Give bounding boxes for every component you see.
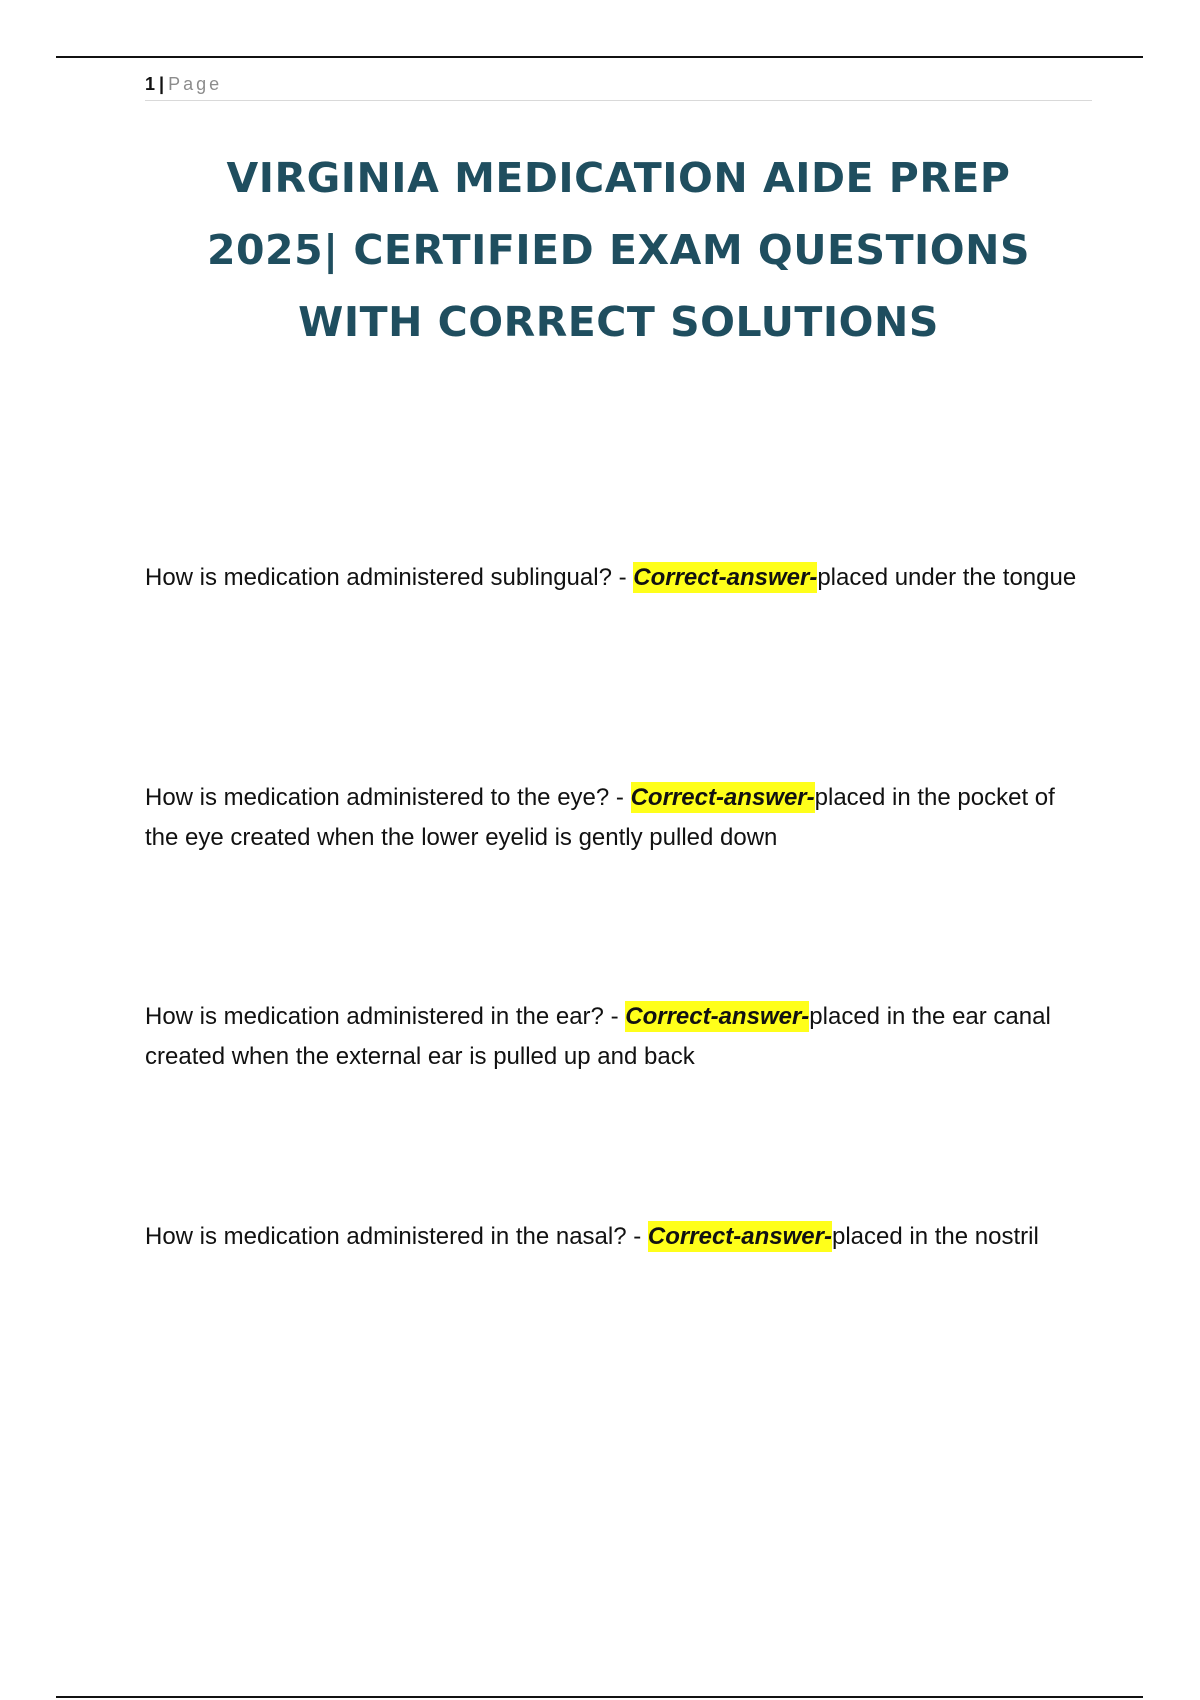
- title-line-1: VIRGINIA MEDICATION AIDE PREP: [226, 154, 1011, 202]
- answer-label: Correct-answer-: [625, 1003, 810, 1030]
- question-text: How is medication administered in the ear? -: [145, 1003, 626, 1030]
- question-item: [145, 558, 1080, 598]
- question-item: [145, 997, 1080, 1077]
- answer-text: placed in the ear canal created when the external ear is pulled up and back: [145, 1003, 1051, 1070]
- question-text: How is medication administered in the nasal? -: [145, 1223, 648, 1250]
- page-number: 1: [145, 74, 156, 94]
- answer-label: Correct-answer-: [633, 564, 818, 591]
- top-rule: [56, 56, 1143, 58]
- question-item: [145, 1217, 1080, 1257]
- answer-label: Correct-answer-: [630, 784, 815, 811]
- title-line-2: 2025| CERTIFIED EXAM QUESTIONS: [206, 226, 1030, 274]
- page-header: [145, 74, 1092, 101]
- answer-text: placed in the nostril: [831, 1223, 1039, 1250]
- answer-label: Correct-answer-: [647, 1223, 832, 1250]
- question-text: How is medication administered to the eye? -: [145, 784, 631, 811]
- answer-text: placed in the pocket of the eye created when the lower eyelid is gently pulled down: [145, 784, 1055, 851]
- question-item: [145, 778, 1080, 858]
- title-line-3: WITH CORRECT SOLUTIONS: [298, 298, 939, 346]
- answer-text: placed under the tongue: [817, 564, 1077, 591]
- page-word: Page: [168, 74, 223, 94]
- question-text: How is medication administered sublingual? -: [145, 564, 634, 591]
- document-title: [145, 142, 1092, 358]
- bottom-rule: [56, 1696, 1143, 1698]
- page-separator: |: [159, 74, 165, 94]
